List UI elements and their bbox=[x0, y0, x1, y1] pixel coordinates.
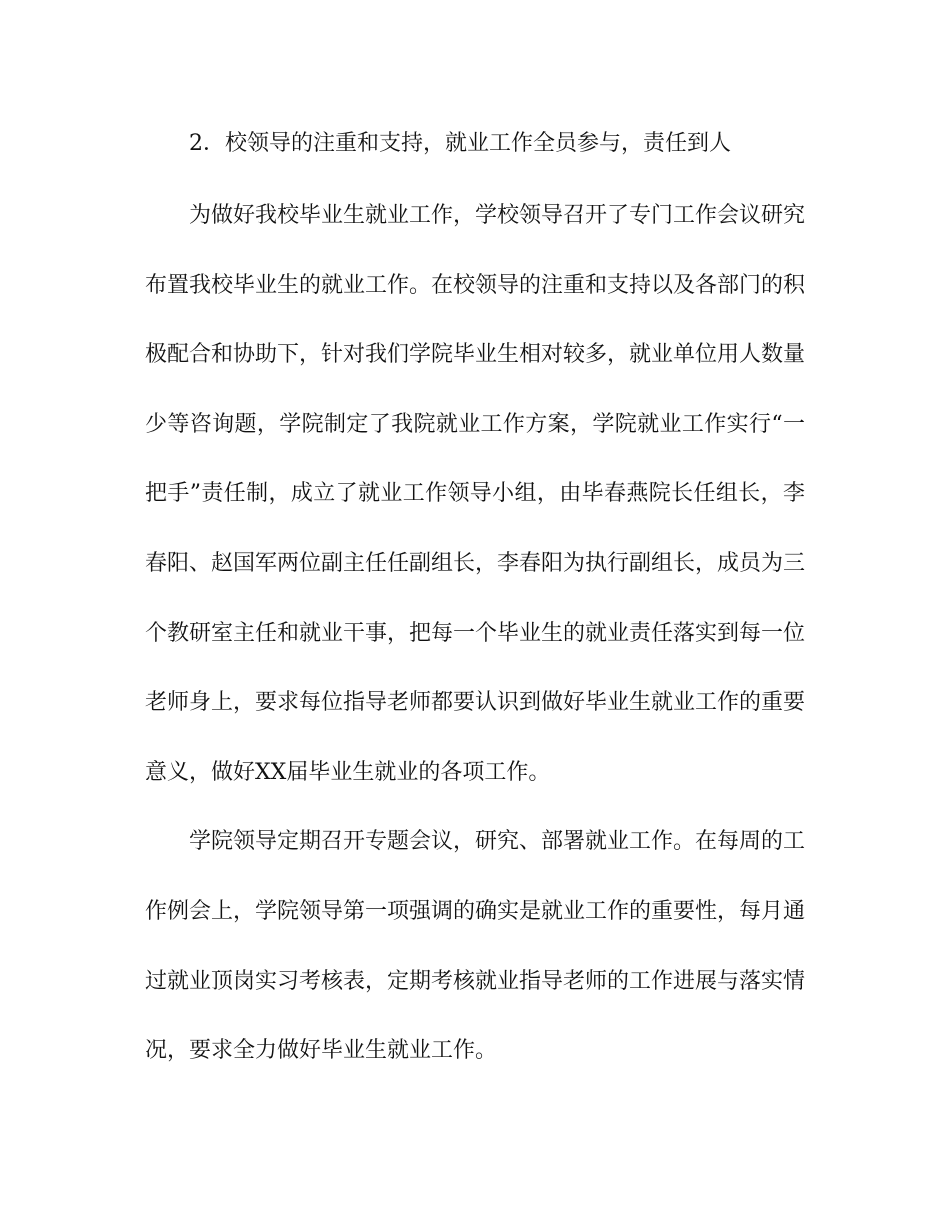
paragraph-line: 学院领导定期召开专题会议，研究、部署就业工作。在每周的工 bbox=[189, 829, 806, 855]
paragraph-line: 况，要求全力做好毕业生就业工作。 bbox=[145, 1038, 498, 1064]
paragraph-1 bbox=[145, 181, 805, 807]
paragraph-line: 意义，做好XX届毕业生就业的各项工作。 bbox=[145, 759, 551, 785]
paragraph-line: 极配合和协助下，针对我们学院毕业生相对较多，就业单位用人数量 bbox=[145, 342, 806, 368]
paragraph-line: 作例会上，学院领导第一项强调的确实是就业工作的重要性，每月通 bbox=[145, 898, 806, 924]
document-body bbox=[145, 126, 805, 1086]
paragraph-line: 春阳、赵国军两位副主任任副组长，李春阳为执行副组长，成员为三 bbox=[145, 550, 806, 576]
section-heading: 2．校领导的注重和支持，就业工作全员参与，责任到人 bbox=[189, 131, 731, 156]
paragraph-2 bbox=[145, 807, 805, 1085]
paragraph-line: 个教研室主任和就业干事，把每一个毕业生的就业责任落实到每一位 bbox=[145, 620, 806, 646]
paragraph-line: 布置我校毕业生的就业工作。在校领导的注重和支持以及各部门的积 bbox=[145, 272, 806, 298]
paragraph-line: 少等咨询题，学院制定了我院就业工作方案，学院就业工作实行“一 bbox=[145, 411, 805, 437]
paragraph-line: 老师身上，要求每位指导老师都要认识到做好毕业生就业工作的重要 bbox=[145, 690, 806, 716]
paragraph-line: 为做好我校毕业生就业工作，学校领导召开了专门工作会议研究 bbox=[189, 203, 806, 228]
paragraph-line: 把手”责任制，成立了就业工作领导小组，由毕春燕院长任组长，李 bbox=[145, 481, 805, 507]
paragraph-line: 过就业顶岗实习考核表，定期考核就业指导老师的工作进展与落实情 bbox=[145, 968, 806, 994]
